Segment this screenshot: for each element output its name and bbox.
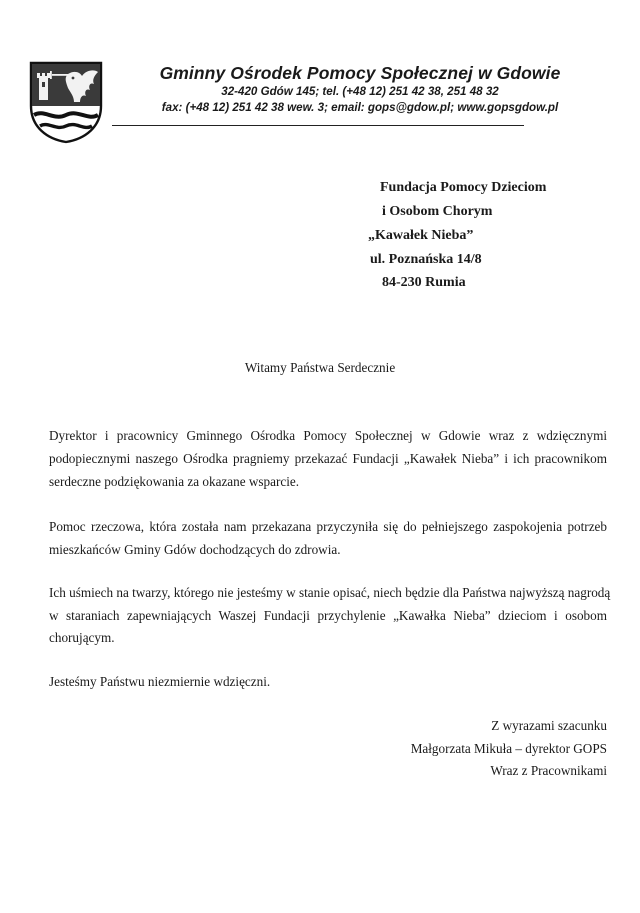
signature-closing: Z wyrazami szacunku bbox=[491, 718, 607, 733]
recipient-line: ul. Poznańska 14/8 bbox=[370, 252, 482, 267]
coat-of-arms-icon bbox=[28, 60, 104, 144]
body-line: chorującym. bbox=[49, 630, 115, 645]
body-line: Dyrektor i pracownicy Gminnego Ośrodka Pomocy Społecznej w Gdowie wraz z wdzięcznymi bbox=[49, 428, 607, 443]
signature-name: Małgorzata Mikuła – dyrektor GOPS bbox=[410, 741, 607, 756]
recipient-line: 84-230 Rumia bbox=[382, 275, 466, 290]
recipient-line: „Kawałek Nieba” bbox=[368, 228, 474, 243]
signature-team: Wraz z Pracownikami bbox=[490, 763, 607, 778]
body-line: Jesteśmy Państwu niezmiernie wdzięczni. bbox=[49, 674, 271, 689]
recipient-line: Fundacja Pomocy Dzieciom bbox=[380, 180, 547, 195]
body-line: Pomoc rzeczowa, która została nam przekazana przyczyniła się do pełniejszego zaspokojenia potrzeb bbox=[49, 519, 607, 534]
body-line: Ich uśmiech na twarzy, którego nie jesteśmy w stanie opisać, niech będzie dla Państwa najwyższą nagrodą bbox=[49, 585, 611, 600]
letterhead-address: 32-420 Gdów 145; tel. (+48 12) 251 42 38, 251 48 32 bbox=[221, 85, 499, 98]
greeting: Witamy Państwa Serdecznie bbox=[244, 360, 396, 375]
body-line: mieszkańców Gminy Gdów dochodzących do zdrowia. bbox=[49, 542, 341, 557]
recipient-line: i Osobom Chorym bbox=[382, 204, 493, 219]
letterhead-title: Gminny Ośrodek Pomocy Społecznej w Gdowie bbox=[159, 63, 561, 83]
body-line: podopiecznymi naszego Ośrodka pragniemy przekazać Fundacji „Kawałek Nieba” i ich pracownikom bbox=[49, 451, 607, 466]
letterhead-contact: fax: (+48 12) 251 42 38 wew. 3; email: gops@gdow.pl; www.gopsgdow.pl bbox=[161, 101, 559, 114]
body-line: w staraniach zapewniających Waszej Fundacji przychylenie „Kawałka Nieba” dzieciom i osobom bbox=[49, 608, 607, 623]
body-line: serdeczne podziękowania za okazane wsparcie. bbox=[49, 474, 300, 489]
letterhead-divider bbox=[112, 125, 524, 126]
